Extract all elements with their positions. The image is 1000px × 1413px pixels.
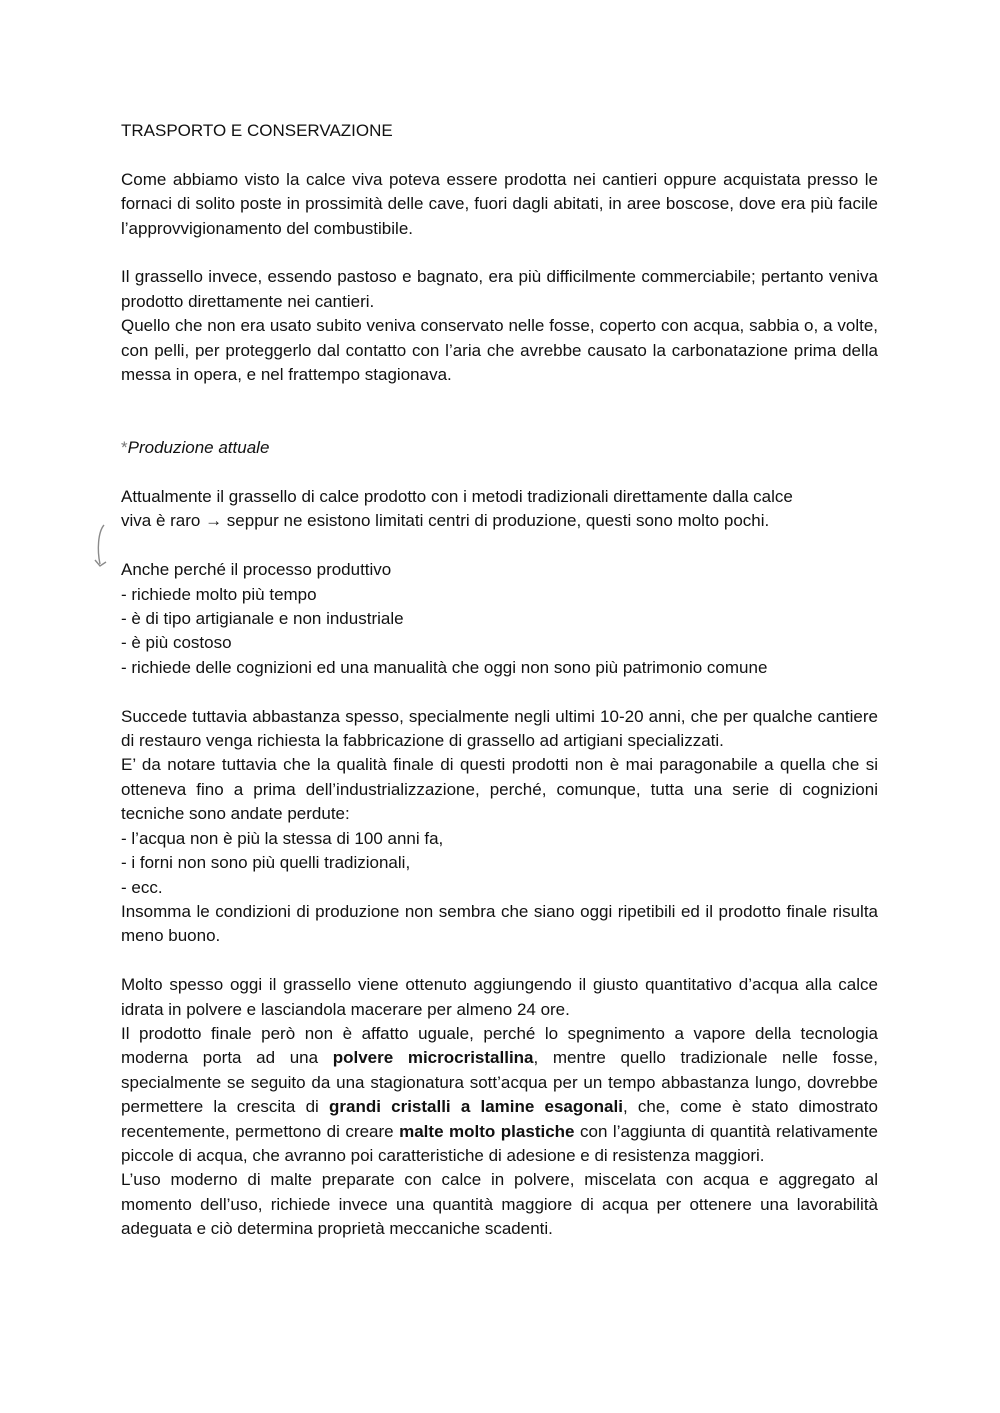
bold-term: polvere microcristallina (332, 1048, 534, 1068)
curved-arrow-icon (92, 522, 114, 572)
paragraph-6: E’ da notare tuttavia che la qualità finale di questi prodotti non è mai paragonabile a quella che si otteneva fino a prima dell’industrializzazione, perché, comunque, tutta una serie di cognizioni tecniche sono andate perdute: (121, 755, 878, 824)
bold-term: malte molto plastiche (399, 1121, 575, 1141)
list-item: - è più costoso (121, 633, 232, 653)
section-heading (121, 436, 878, 460)
paragraph-9-text: , che, come è stato dimostrato recentemente, permettono di creare (121, 1097, 878, 1141)
list-item: - richiede delle cognizioni ed una manualità che oggi non sono più patrimonio comune (121, 657, 768, 677)
paragraph-1: Come abbiamo visto la calce viva poteva essere prodotta nei cantieri oppure acquistata presso le fornaci di solito poste in prossimità delle cave, fuori dagli abitati, in aree boscose, dove era più facile l’approvvigionamento del combustibile. (121, 169, 878, 238)
section-title: Produzione attuale (127, 438, 270, 458)
paragraph-4-line-2: viva è raro → seppur ne esistono limitati centri di produzione, questi sono molto pochi. (121, 511, 770, 531)
paragraph-5: Succede tuttavia abbastanza spesso, specialmente negli ultimi 10-20 anni, che per qualche cantiere di restauro venga richiesta la fabbricazione di grassello ad artigiani specializzati. (121, 706, 878, 751)
paragraph-2: Il grassello invece, essendo pastoso e bagnato, era più difficilmente commerciabile; pertanto veniva prodotto direttamente nei cantieri. (121, 267, 878, 311)
paragraph-9 (121, 1022, 878, 1168)
list-item: - i forni non sono più quelli tradizionali, (121, 853, 411, 873)
document-title: TRASPORTO E CONSERVAZIONE (121, 121, 393, 140)
list-item: - richiede molto più tempo (121, 584, 317, 604)
list-item: - l’acqua non è più la stessa di 100 anni fa, (121, 828, 444, 848)
paragraph-8: Molto spesso oggi il grassello viene ottenuto aggiungendo il giusto quantitativo d’acqua alla calce idrata in polvere e lasciandola macerare per almeno 24 ore. (121, 975, 878, 1019)
asterisk-icon: * (121, 438, 128, 458)
paragraph-3: Quello che non era usato subito veniva conservato nelle fosse, coperto con acqua, sabbia o, a volte, con pelli, per proteggerlo dal contatto con l’aria che avrebbe causato la carbonatazione prima della messa in opera, e nel frattempo stagionava. (121, 316, 878, 385)
list-1-intro: Anche perché il processo produttivo (121, 560, 392, 580)
paragraph-7: Insomma le condizioni di produzione non sembra che siano oggi ripetibili ed il prodotto finale risulta meno buono. (121, 901, 878, 946)
paragraph-4-line-1: Attualmente il grassello di calce prodotto con i metodi tradizionali direttamente dalla calce (121, 487, 793, 507)
paragraph-9-text: Il prodotto finale però non è affatto uguale, perché lo spegnimento a vapore della tecnologia moderna porta ad una (121, 1023, 878, 1068)
bold-term: grandi cristalli a lamine esagonali (328, 1097, 623, 1117)
document-body (121, 119, 878, 1242)
paragraph-10: L’uso moderno di malte preparate con calce in polvere, miscelata con acqua e aggregato al momento dell’uso, richiede invece una quantità maggiore di acqua per ottenere una lavorabilità adeguata e ciò determina proprietà meccaniche scadenti. (121, 1170, 878, 1239)
paragraph-9-text: con l’aggiunta di quantità relativamente piccole di acqua, che avranno poi caratteristiche di adesione e di resistenza maggiori. (121, 1121, 878, 1165)
list-item: - ecc. (121, 877, 163, 897)
list-item: - è di tipo artigianale e non industriale (121, 609, 404, 629)
paragraph-9-text: , mentre quello tradizionale nelle fosse, specialmente se seguito da una stagionatura sott’acqua per un tempo abbastanza lungo, dovrebbe permettere la crescita di (121, 1048, 878, 1117)
